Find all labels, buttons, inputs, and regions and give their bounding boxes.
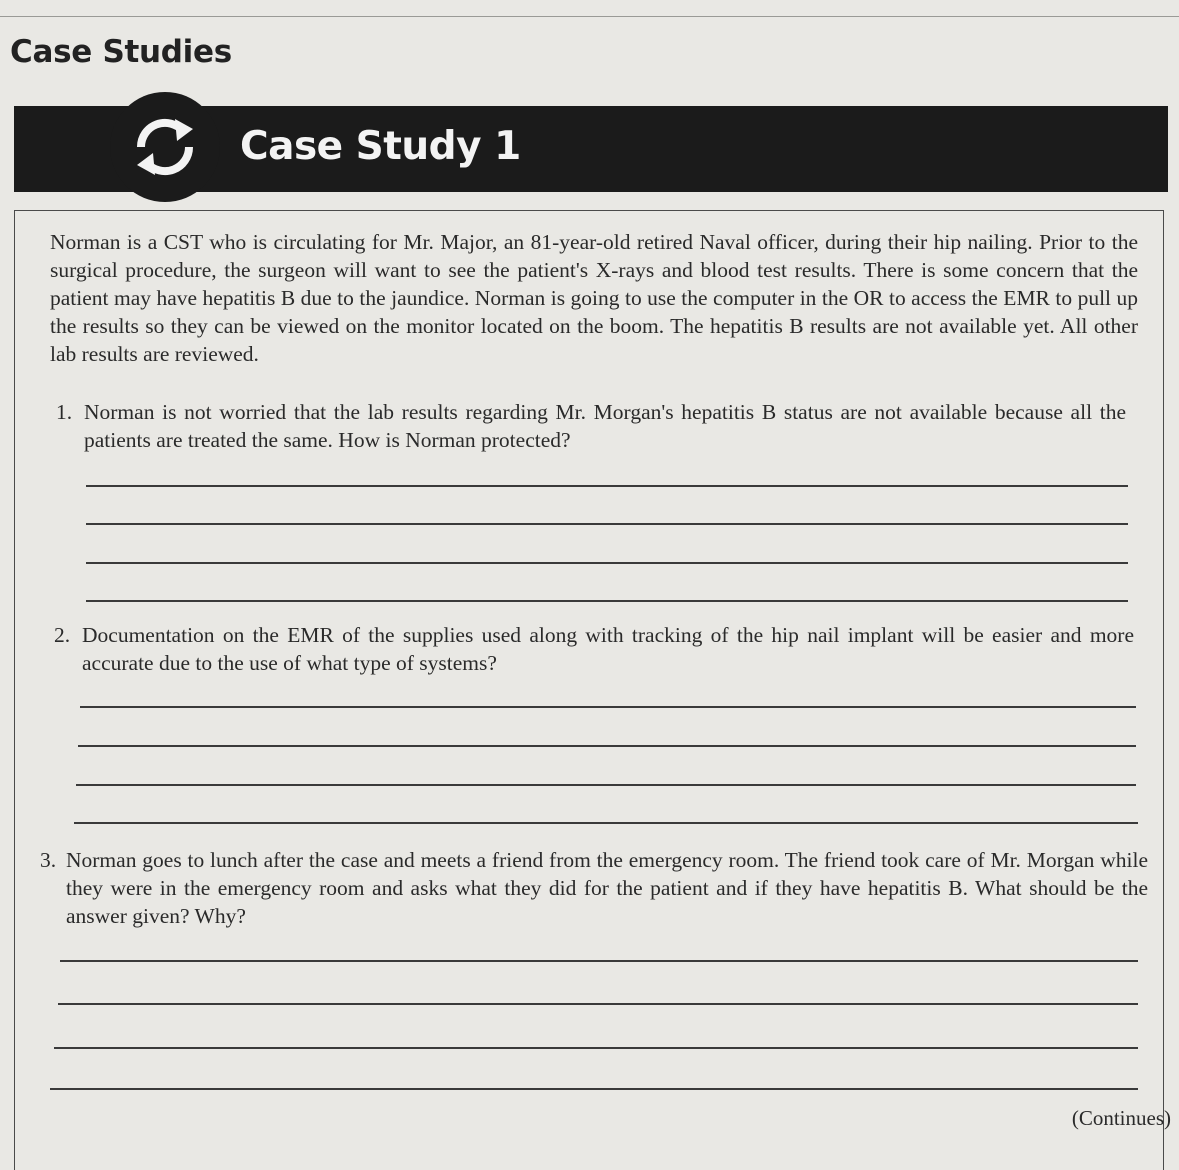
circular-arrows-icon — [110, 92, 220, 202]
question-text: Norman goes to lunch after the case and meets a friend from the emergency room. The friend took care of Mr. Morgan while they were in the emergency room and asks what they did for the patient and if they have hepatitis B. What should be the answer given? Why? — [66, 848, 1148, 928]
answer-line[interactable] — [86, 523, 1128, 525]
case-study-scenario: Norman is a CST who is circulating for Mr. Major, an 81-year-old retired Naval officer, during their hip nailing. Prior to the surgical procedure, the surgeon will want to see the patient's X-rays and blood test results. There is some concern that the patient may have hepatitis B due to the jaundice. Norman is going to use the computer in the OR to access the EMR to pull up the results so they can be viewed on the monitor located on the boom. The hepatitis B results are not available yet. All other lab results are reviewed. — [50, 230, 1138, 366]
answer-line[interactable] — [50, 1088, 1138, 1090]
answer-line[interactable] — [86, 562, 1128, 564]
question-number: 2. — [54, 623, 71, 647]
question-number: 3. — [40, 848, 57, 872]
answer-line[interactable] — [78, 745, 1136, 747]
question-3 — [40, 846, 1148, 930]
case-study-title: Case Study 1 — [240, 124, 521, 169]
section-title: Case Studies — [10, 34, 232, 70]
question-number: 1. — [56, 400, 73, 424]
answer-line[interactable] — [86, 600, 1128, 602]
question-2 — [54, 621, 1134, 677]
answer-line[interactable] — [74, 822, 1138, 824]
question-text: Norman is not worried that the lab results regarding Mr. Morgan's hepatitis B status are not available because all the patients are treated the same. How is Norman protected? — [84, 400, 1126, 452]
answer-line[interactable] — [60, 960, 1138, 962]
question-text: Documentation on the EMR of the supplies used along with tracking of the hip nail implant will be easier and more accurate due to the use of what type of systems? — [82, 623, 1134, 675]
answer-line[interactable] — [54, 1047, 1138, 1049]
answer-line[interactable] — [58, 1003, 1138, 1005]
answer-line[interactable] — [86, 485, 1128, 487]
answer-line[interactable] — [80, 706, 1136, 708]
top-rule — [0, 16, 1179, 17]
question-1 — [56, 398, 1126, 454]
continues-label: (Continues) — [1071, 1106, 1171, 1130]
answer-line[interactable] — [76, 784, 1136, 786]
